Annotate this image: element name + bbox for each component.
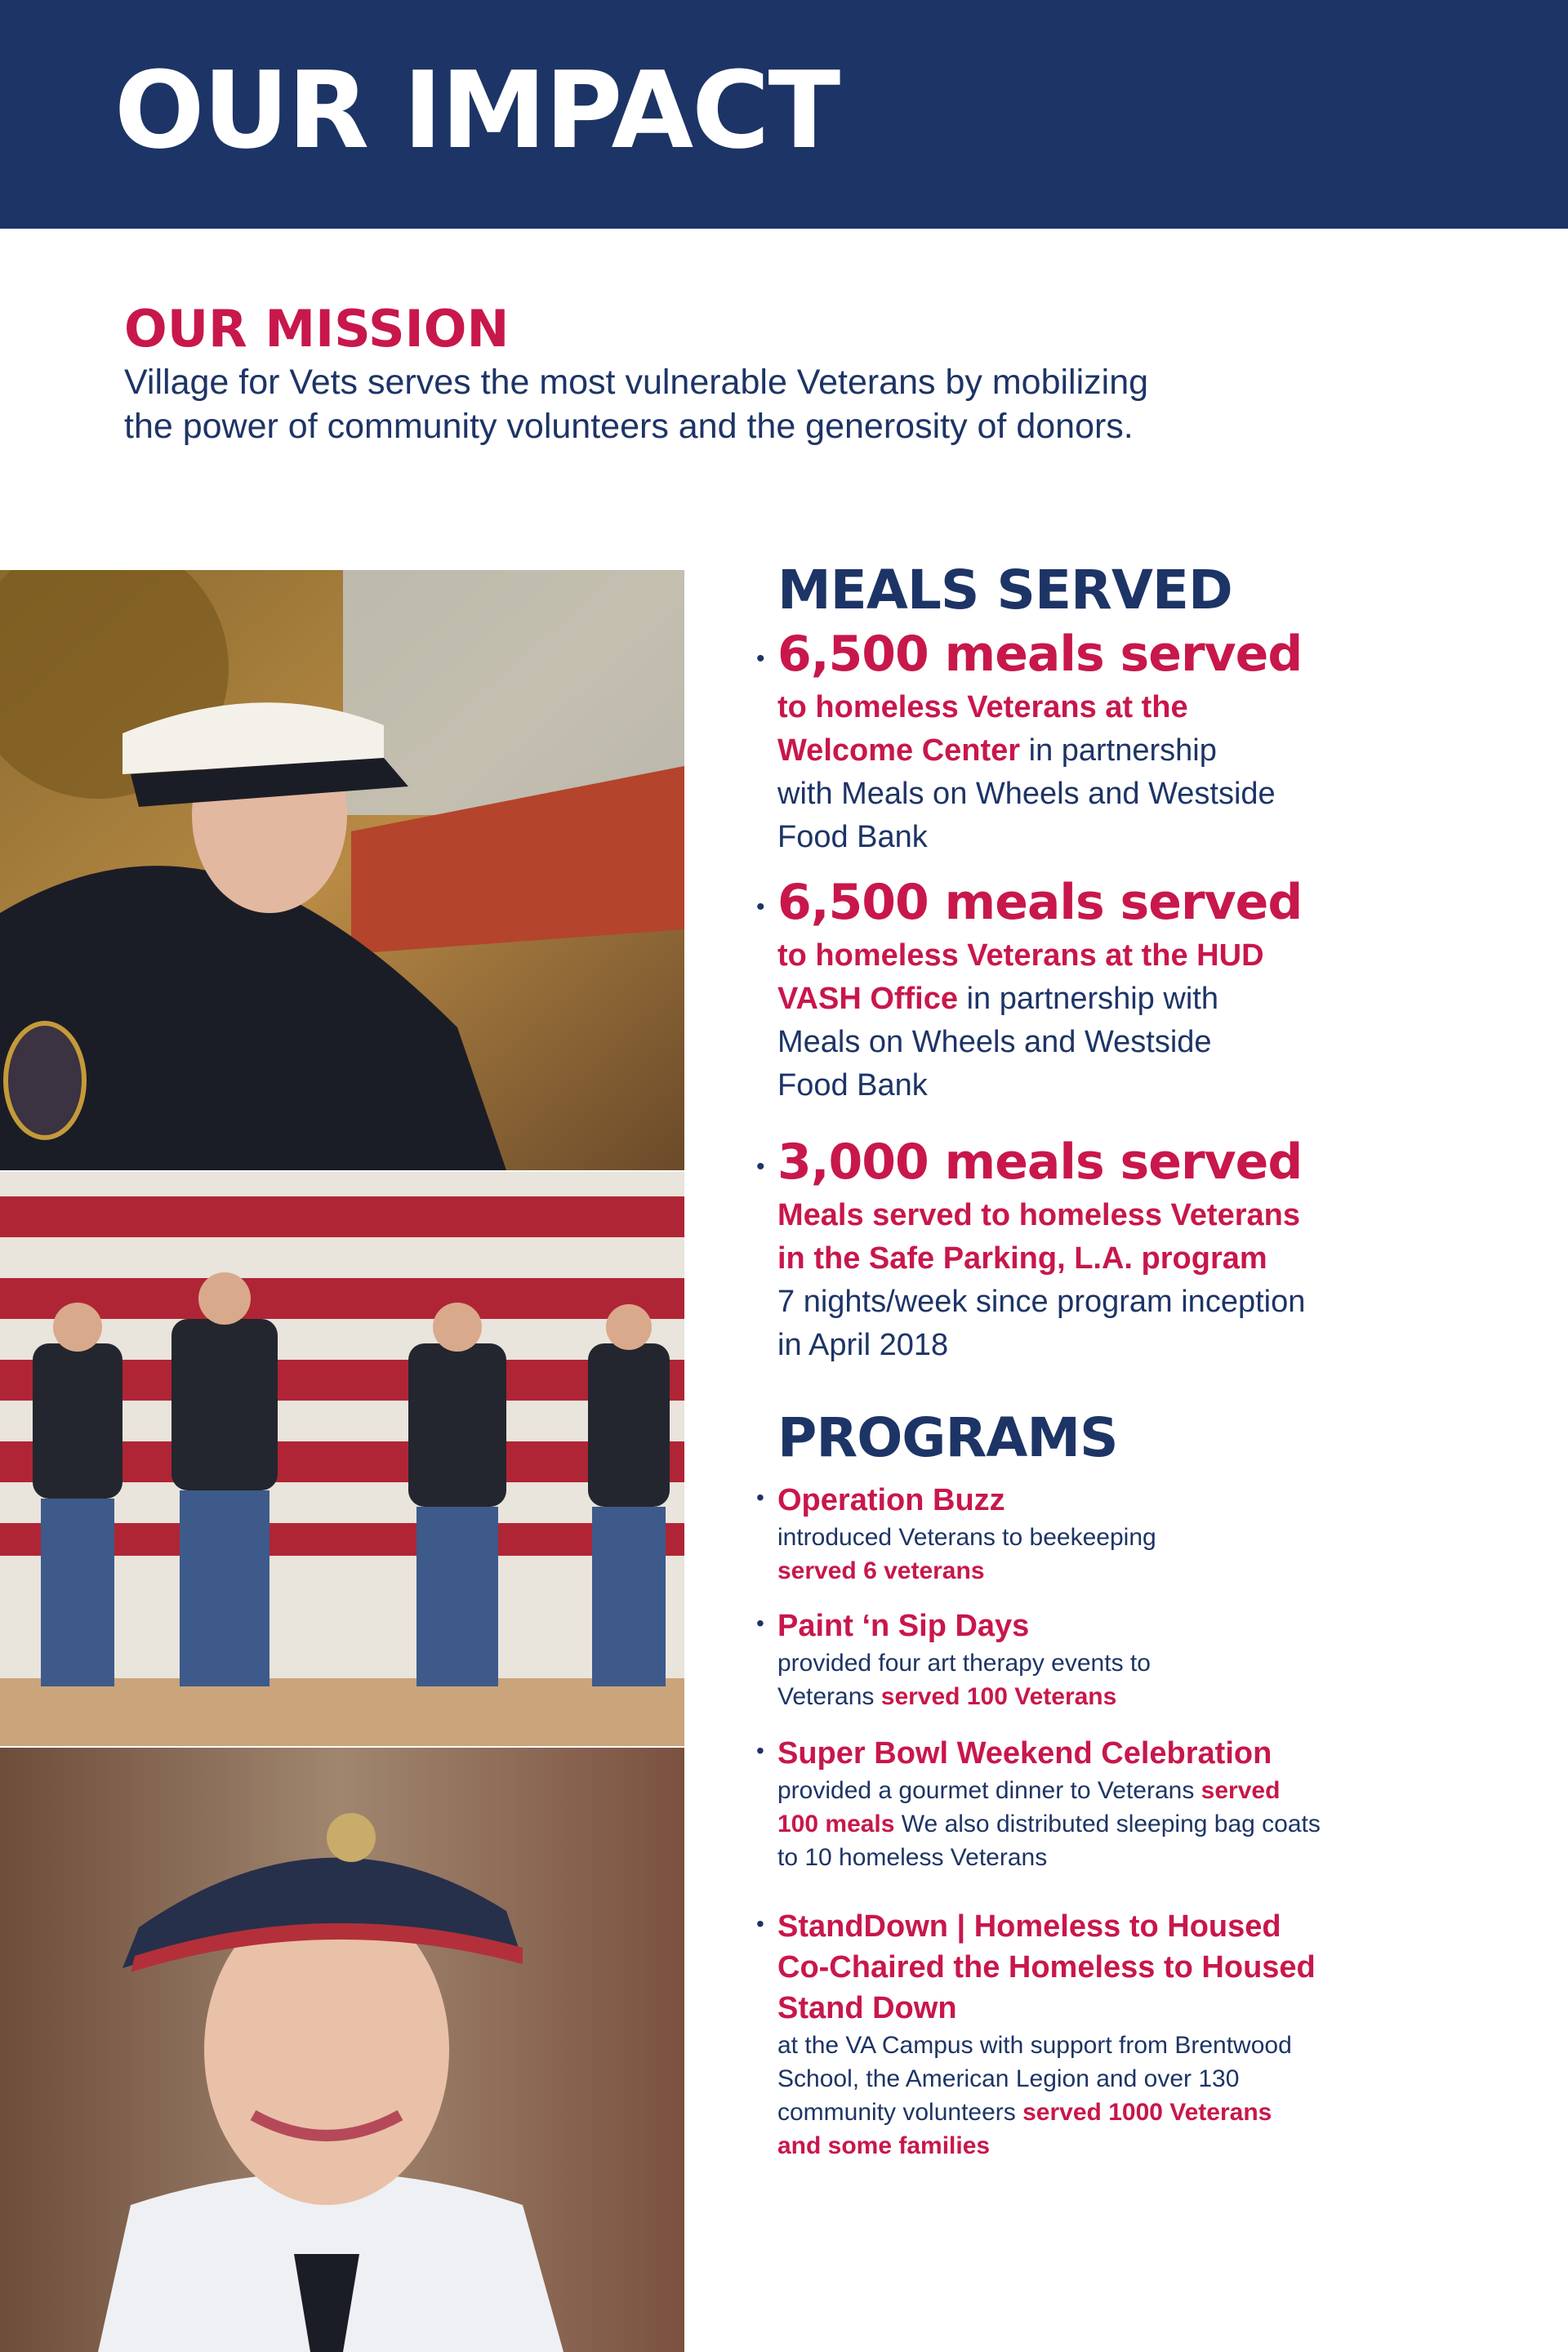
- meal-line-text: in April 2018: [777, 1328, 949, 1362]
- meal-description: [777, 934, 1431, 1107]
- meal-headline: 6,500 meals served: [777, 626, 1303, 683]
- meal-line-text: Food Bank: [777, 1068, 928, 1102]
- program-line-text: introduced Veterans to beekeeping: [777, 1524, 1156, 1551]
- bullet: •: [756, 1911, 764, 1936]
- meal-item-3: [756, 1134, 1431, 1367]
- meal-description: [777, 1194, 1431, 1367]
- program-description: [777, 1646, 1431, 1713]
- meal-item-1: [756, 626, 1431, 859]
- female-officer-photo: [0, 1748, 684, 2352]
- fire-officer-photo: [0, 570, 684, 1170]
- meals-heading: MEALS SERVED: [777, 559, 1232, 621]
- program-item-1: [756, 1480, 1431, 1588]
- program-title: Paint ‘n Sip Days: [777, 1609, 1030, 1643]
- program-title-line: Stand Down: [777, 1991, 957, 2025]
- programs-section: [756, 1406, 1431, 2228]
- header-banner: [0, 0, 1568, 229]
- program-line-highlight: 100 meals: [777, 1811, 895, 1838]
- meal-line-highlight: in the Safe Parking, L.A. program: [777, 1241, 1267, 1276]
- program-title-line: Co-Chaired the Homeless to Housed: [777, 1950, 1316, 1984]
- program-line-text: School, the American Legion and over 130: [777, 2065, 1240, 2092]
- program-line-text: community volunteers: [777, 2099, 1023, 2126]
- bullet: •: [756, 1738, 764, 1763]
- program-line-highlight: served 100 Veterans: [880, 1683, 1117, 1710]
- program-description: [777, 2029, 1431, 2163]
- meal-line-highlight: VASH Office: [777, 982, 959, 1016]
- bullet: •: [756, 893, 765, 920]
- meal-description: [777, 686, 1431, 859]
- bullet: •: [756, 645, 765, 672]
- program-line-text: provided a gourmet dinner to Veterans: [777, 1777, 1201, 1804]
- program-line-text: We also distributed sleeping bag coats: [894, 1811, 1321, 1838]
- program-line-text: Veterans: [777, 1683, 881, 1710]
- program-item-4: [756, 1906, 1431, 2163]
- program-title: Operation Buzz: [777, 1483, 1005, 1517]
- program-title: [777, 1906, 1431, 2029]
- soldiers-marching-photo: [0, 1172, 684, 1746]
- meal-headline: 6,500 meals served: [777, 874, 1303, 931]
- program-line-text: to 10 homeless Veterans: [777, 1844, 1048, 1871]
- meal-line-highlight: to homeless Veterans at the: [777, 690, 1188, 724]
- program-description: [777, 1521, 1431, 1588]
- program-title: Super Bowl Weekend Celebration: [777, 1736, 1272, 1771]
- meal-line-text: in partnership with: [958, 982, 1218, 1016]
- program-line-highlight: served: [1200, 1777, 1281, 1804]
- meal-headline: 3,000 meals served: [777, 1134, 1303, 1191]
- program-line-highlight: and some families: [777, 2132, 991, 2159]
- bullet: •: [756, 1153, 765, 1180]
- program-description: [777, 1774, 1431, 1874]
- bullet: •: [756, 1610, 764, 1636]
- mission-line-2: the power of community volunteers and the generosity of donors.: [124, 407, 1134, 447]
- meal-line-highlight: Welcome Center: [777, 733, 1021, 768]
- mission-section: [124, 299, 1267, 448]
- page-title: OUR IMPACT: [114, 48, 840, 172]
- bullet: •: [756, 1485, 764, 1510]
- program-line-highlight: served 6 veterans: [777, 1557, 985, 1584]
- mission-line-1: Village for Vets serves the most vulnerable Veterans by mobilizing: [124, 363, 1149, 403]
- program-item-2: [756, 1606, 1431, 1713]
- meal-line-highlight: Meals served to homeless Veterans: [777, 1198, 1300, 1232]
- meal-line-text: with Meals on Wheels and Westside: [777, 777, 1276, 811]
- programs-heading: PROGRAMS: [777, 1406, 1118, 1469]
- photo-column: [0, 570, 684, 2352]
- meal-line-highlight: to homeless Veterans at the HUD: [777, 938, 1264, 973]
- program-title-line: StandDown | Homeless to Housed: [777, 1909, 1281, 1944]
- meal-line-text: Food Bank: [777, 820, 928, 854]
- meal-line-text: 7 nights/week since program inception: [777, 1285, 1306, 1319]
- program-line-text: provided four art therapy events to: [777, 1650, 1151, 1677]
- meal-line-text: in partnership: [1020, 733, 1217, 768]
- meal-item-2: [756, 874, 1431, 1107]
- meals-section: [756, 559, 1431, 1380]
- program-line-highlight: served 1000 Veterans: [1022, 2099, 1272, 2126]
- program-line-text: at the VA Campus with support from Brentwood: [777, 2032, 1292, 2059]
- mission-text: [124, 360, 1267, 448]
- program-item-3: [756, 1733, 1431, 1874]
- meal-line-text: Meals on Wheels and Westside: [777, 1025, 1212, 1059]
- mission-heading: OUR MISSION: [124, 299, 510, 359]
